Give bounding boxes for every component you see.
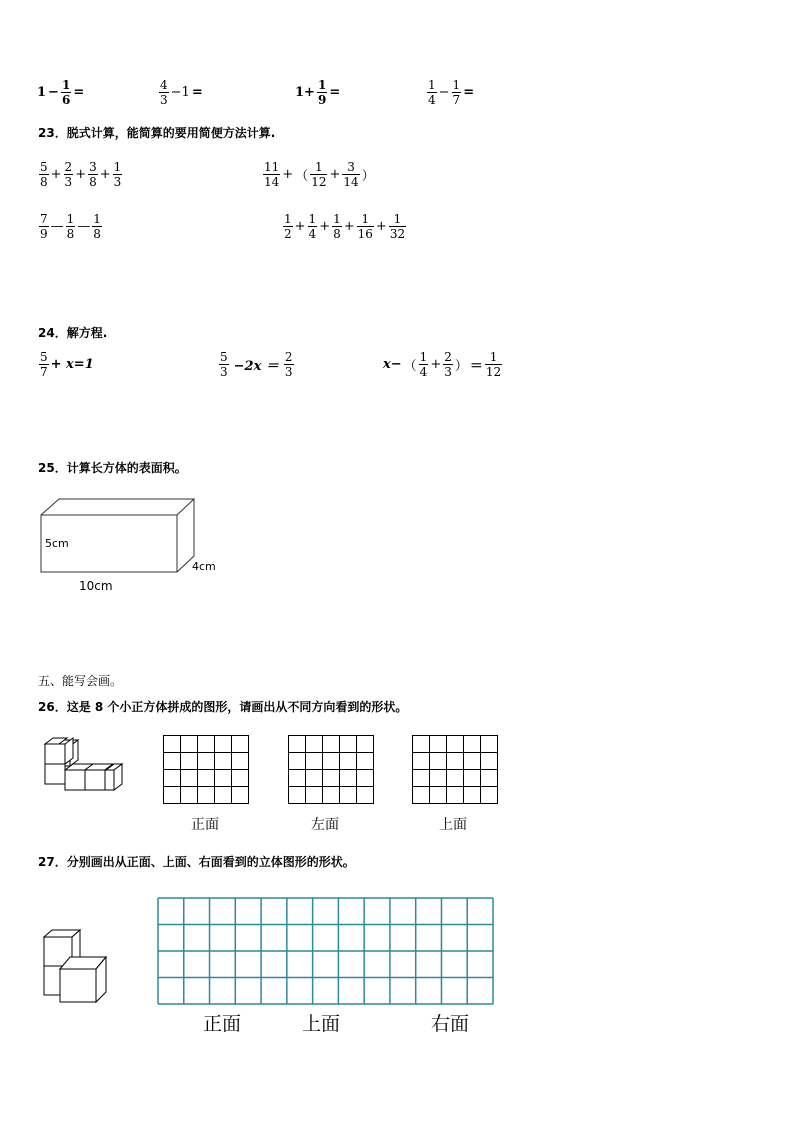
q27-label-right: 右面: [431, 1013, 470, 1035]
expr-1-4-minus-1-7: $\frac{1}{4}$ − $\frac{1}{7}$ =: [428, 78, 475, 107]
section-5-title: 五、能写会画。: [38, 674, 123, 688]
expr-1-plus-1-9: 1+ $\frac{1}{9}$ =: [295, 78, 341, 107]
q23-expr-1: $\frac{5}{8}$ + $\frac{2}{3}$ + $\frac{3}{8}$ + $\frac{1}{3}$: [40, 160, 122, 189]
q27-grid[interactable]: [157, 897, 497, 1007]
cuboid-top-face: [41, 499, 194, 515]
expr-4-3-minus-1: $\frac{4}{3}$ −1 =: [160, 78, 203, 107]
q26-label-front: 正面: [191, 817, 219, 833]
q26-cube-figure: [38, 732, 138, 804]
cuboid-height-label: 5cm: [45, 537, 69, 550]
q25-title: 25．计算长方体的表面积。: [38, 461, 187, 475]
q24-title: 24．解方程.: [38, 326, 108, 340]
cuboid-depth-label: 4cm: [192, 560, 216, 573]
q26-grid-left[interactable]: [288, 735, 378, 807]
q26-grid-top[interactable]: [412, 735, 502, 807]
q26-label-top: 上面: [439, 817, 467, 833]
q23-expr-3: $\frac{7}{9}$ — $\frac{1}{8}$ — $\frac{1}{8}$: [40, 212, 101, 241]
q23-expr-4: $\frac{1}{2}$ + $\frac{1}{4}$ + $\frac{1}{8}$ + $\frac{1}{16}$ + $\frac{1}{32}$: [284, 212, 406, 241]
expr-1-minus-1-6: 1 − $\frac{1}{6}$ =: [37, 78, 85, 107]
q27-cube-figure: [40, 926, 112, 1006]
q23-title: 23．脱式计算，能简算的要用简便方法计算.: [38, 126, 276, 140]
q23-expr-2: $\frac{11}{14}$ + （ $\frac{1}{12}$ + $\frac{3}{14}$ ）: [264, 160, 375, 189]
q27-title: 27．分别画出从正面、上面、右面看到的立体图形的形状。: [38, 855, 355, 869]
cuboid-figure: [30, 492, 230, 602]
cuboid-length-label: 10cm: [79, 579, 113, 593]
q24-equation-3: x− （ $\frac{1}{4}$ + $\frac{2}{3}$ ） ＝ $\frac{1}{12}$: [383, 350, 502, 379]
q24-equation-1: $\frac{5}{7}$ + x=1: [40, 350, 94, 379]
q26-title: 26．这是 8 个小正方体拼成的图形，请画出从不同方向看到的形状。: [38, 700, 408, 714]
q27-label-top: 上面: [302, 1013, 341, 1035]
q26-label-left: 左面: [311, 817, 339, 833]
q27-label-front: 正面: [203, 1013, 242, 1035]
q26-grid-front[interactable]: [163, 735, 253, 807]
q24-equation-2: $\frac{5}{3}$ −2x ＝ $\frac{2}{3}$: [220, 350, 293, 379]
